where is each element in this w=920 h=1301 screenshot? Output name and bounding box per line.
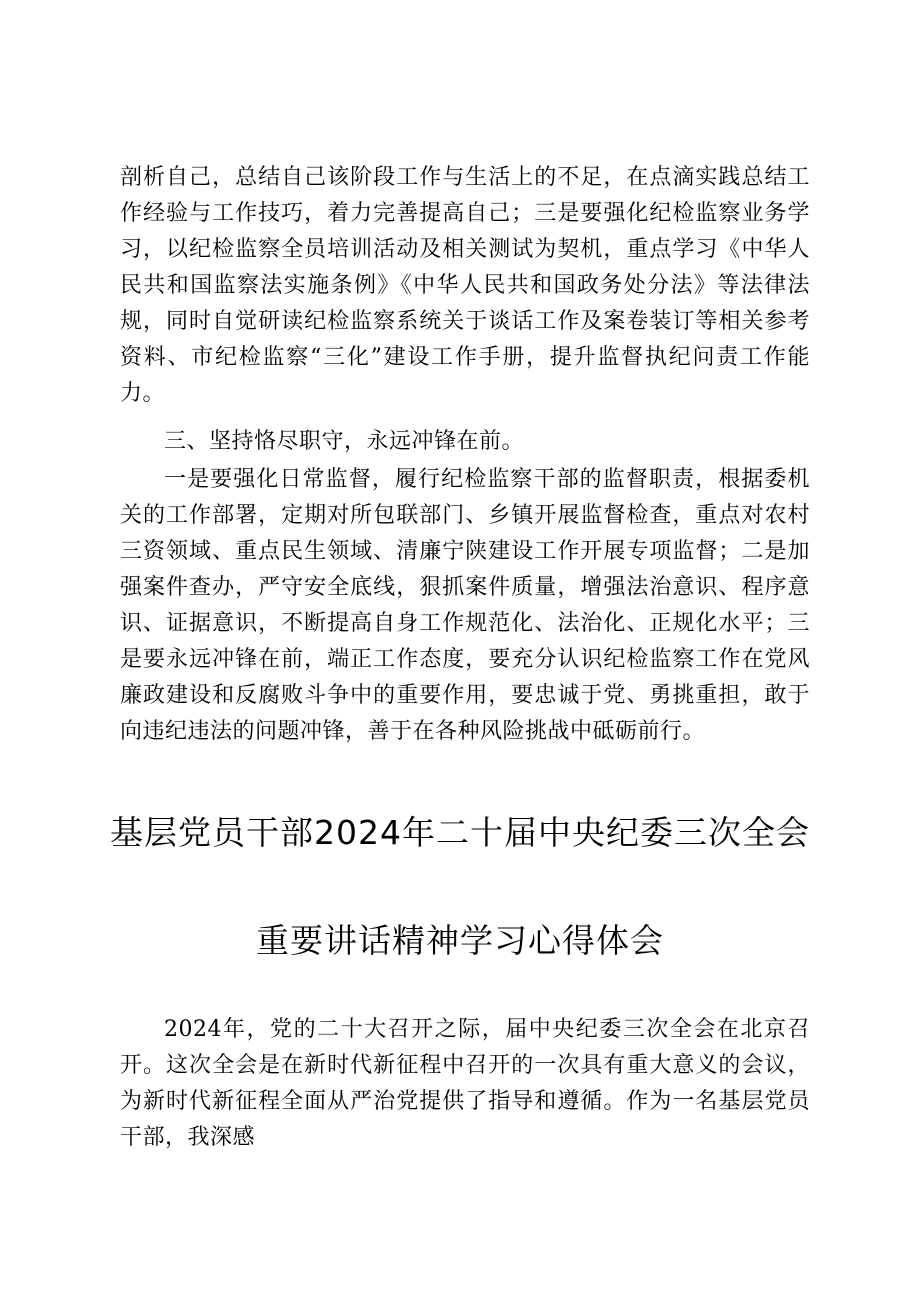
article-title-line2: 重要讲话精神学习心得体会 xyxy=(256,921,664,960)
paragraph-section-three: 一是要强化日常监督，履行纪检监察干部的监督职责，根据委机关的工作部署，定期对所包联部门、乡镇开展监督检查，重点对农村三资领域、重点民生领域、清廉宁陕建设工作开展专项监督；二是加强案件查办，严守安全底线，狠抓案件质量，增强法治意识、程序意识、证据意识，不断提高自身工作规范化、法治化、正规化水平；三是要永远冲锋在前，端正工作态度，要充分认识纪检监察工作在党风廉政建设和反腐败斗争中的重要作用，要忠诚于党、勇挑重担，敢于向违纪违法的问题冲锋，善于在各种风险挑战中砥砺前行。 xyxy=(120,467,810,744)
section-heading-three: 三、坚持恪尽职守，永远冲锋在前。 xyxy=(164,429,525,454)
paragraph-intro: 2024年，党的二十大召开之际，届中央纪委三次全会在北京召开。这次全会是在新时代新征程中召开的一次具有重大意义的会议，为新时代新征程全面从严治党提供了指导和遵循。作为一名基层党员干部，我深感 xyxy=(120,1017,810,1150)
article-title-line1: 基层党员干部2024年二十届中央纪委三次全会 xyxy=(110,813,810,852)
paragraph-continuation: 剖析自己，总结自己该阶段工作与生活上的不足，在点滴实践总结工作经验与工作技巧，着力完善提高自己；三是要强化纪检监察业务学习，以纪检监察全员培训活动及相关测试为契机，重点学习《中华人民共和国监察法实施条例》《中华人民共和国政务处分法》等法律法规，同时自觉研读纪检监察系统关于谈话工作及案卷装订等相关参考资料、市纪检监察“三化”建设工作手册，提升监督执纪问责工作能力。 xyxy=(120,165,810,406)
